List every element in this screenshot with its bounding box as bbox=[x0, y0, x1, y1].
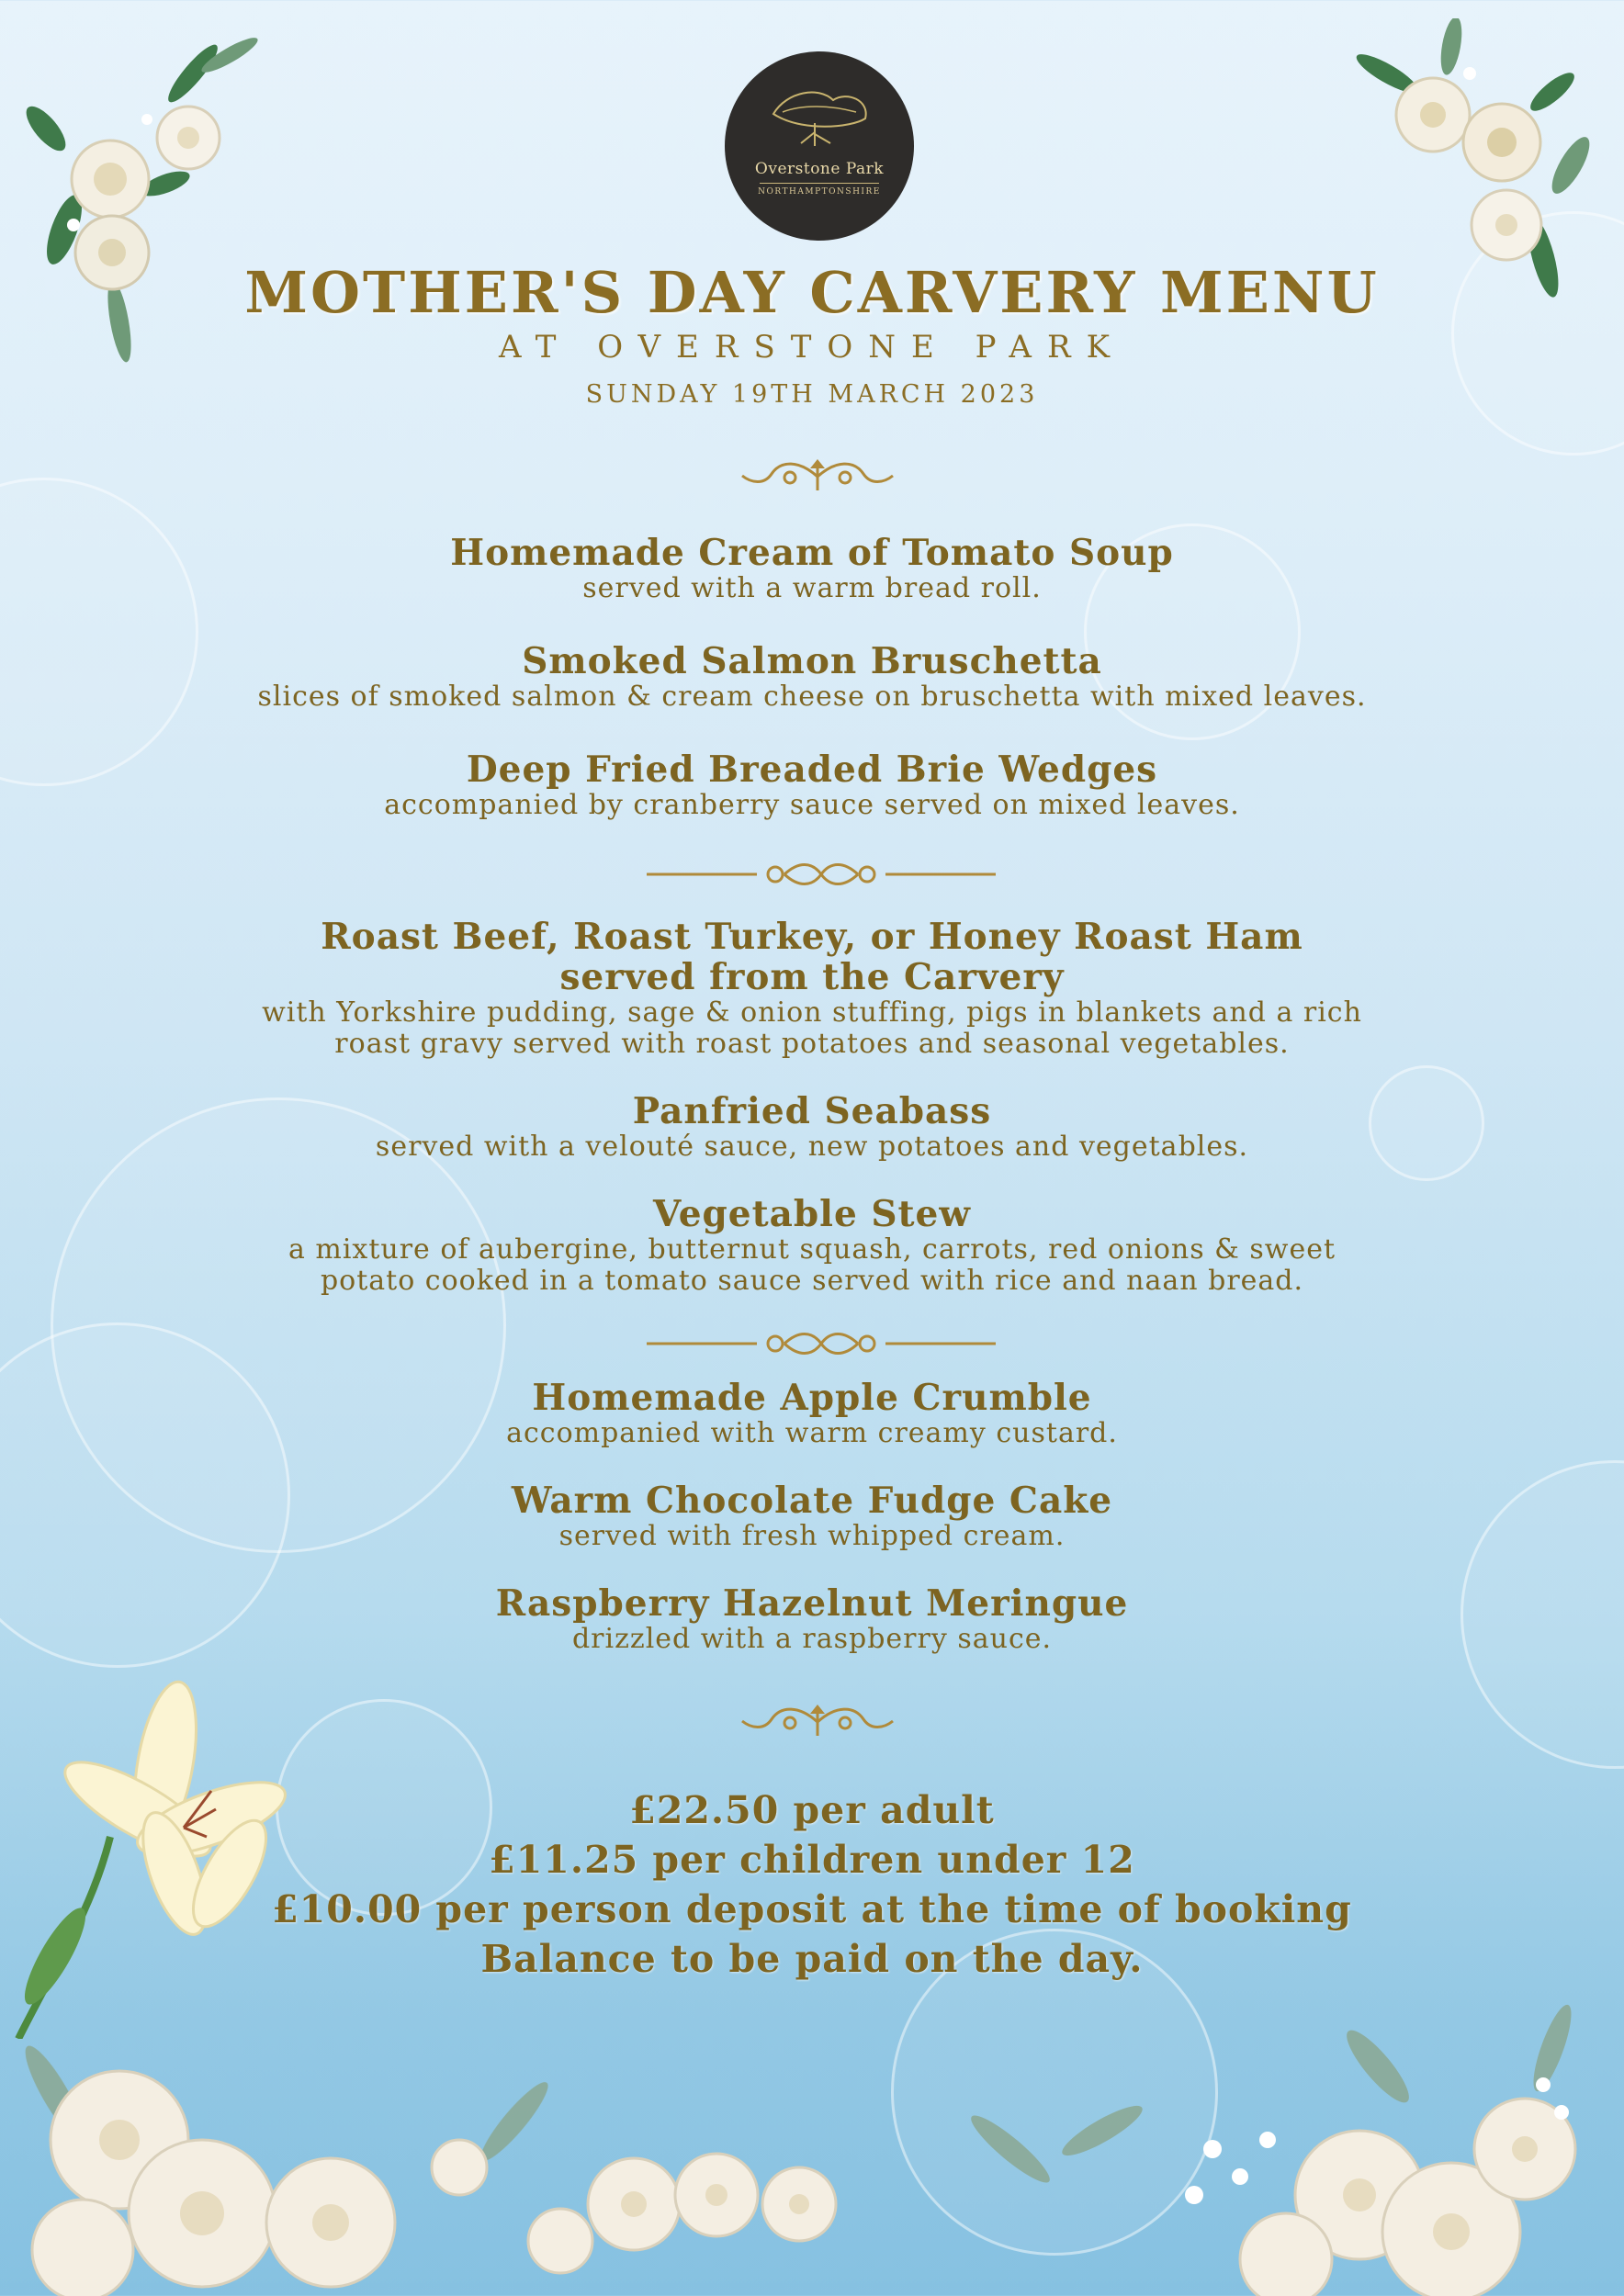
dish-description: a mixture of aubergine, butternut squash, carrots, red onions & sweet bbox=[288, 1233, 1336, 1266]
dish-description: accompanied with warm creamy custard. bbox=[506, 1417, 1118, 1449]
menu-date: SUNDAY 19TH MARCH 2023 bbox=[585, 380, 1039, 409]
dish-name: Homemade Cream of Tomato Soup bbox=[450, 532, 1174, 574]
tree-logo-icon bbox=[764, 77, 874, 151]
logo-divider bbox=[760, 183, 879, 184]
logo-county: NORTHAMPTONSHIRE bbox=[758, 187, 881, 197]
divider-ornament-icon bbox=[647, 1329, 996, 1358]
dish-description: drizzled with a raspberry sauce. bbox=[571, 1623, 1053, 1655]
dish-name: Warm Chocolate Fudge Cake bbox=[511, 1480, 1113, 1522]
dish-name: Panfried Seabass bbox=[632, 1090, 992, 1132]
dish-description: accompanied by cranberry sauce served on mixed leaves. bbox=[384, 789, 1240, 821]
starters-section bbox=[0, 533, 1624, 821]
scroll-ornament-icon bbox=[735, 1701, 900, 1743]
dish-description: served with a velouté sauce, new potatoes and vegetables. bbox=[375, 1131, 1249, 1163]
mains-section bbox=[0, 917, 1624, 1297]
bottom-floral-border-icon bbox=[0, 1984, 1624, 2296]
dish-description: with Yorkshire pudding, sage & onion stuffing, pigs in blankets and a rich bbox=[262, 996, 1362, 1029]
dish-name: Smoked Salmon Bruschetta bbox=[522, 640, 1102, 682]
price-line: Balance to be paid on the day. bbox=[480, 1937, 1144, 1981]
dish-name: Raspberry Hazelnut Meringue bbox=[495, 1582, 1129, 1625]
price-line: £22.50 per adult bbox=[629, 1788, 995, 1832]
lily-flower-icon bbox=[0, 1653, 312, 2039]
dish-description: served with a warm bread roll. bbox=[582, 572, 1042, 604]
menu-subtitle: AT OVERSTONE PARK bbox=[499, 329, 1125, 366]
dish-name: Roast Beef, Roast Turkey, or Honey Roast Ham bbox=[321, 916, 1303, 958]
price-line: £10.00 per person deposit at the time of booking bbox=[272, 1887, 1352, 1931]
dish-name-line2: served from the Carvery bbox=[559, 956, 1065, 998]
dish-description-line2: roast gravy served with roast potatoes and seasonal vegetables. bbox=[334, 1028, 1290, 1060]
divider-ornament-icon bbox=[647, 860, 996, 889]
dish-description: served with fresh whipped cream. bbox=[558, 1520, 1066, 1552]
dish-description-line2: potato cooked in a tomato sauce served with rice and naan bread. bbox=[320, 1265, 1304, 1297]
dish-name: Homemade Apple Crumble bbox=[532, 1377, 1092, 1419]
overstone-park-logo bbox=[725, 51, 914, 241]
dish-name: Deep Fried Breaded Brie Wedges bbox=[466, 748, 1158, 791]
price-line: £11.25 per children under 12 bbox=[489, 1838, 1135, 1882]
scroll-ornament-icon bbox=[735, 456, 900, 498]
dish-name: Vegetable Stew bbox=[653, 1193, 971, 1235]
dish-description: slices of smoked salmon & cream cheese on bruschetta with mixed leaves. bbox=[257, 681, 1367, 713]
logo-name: Overstone Park bbox=[754, 160, 885, 178]
desserts-section bbox=[0, 1378, 1624, 1655]
menu-title: MOTHER'S DAY CARVERY MENU bbox=[244, 259, 1380, 326]
